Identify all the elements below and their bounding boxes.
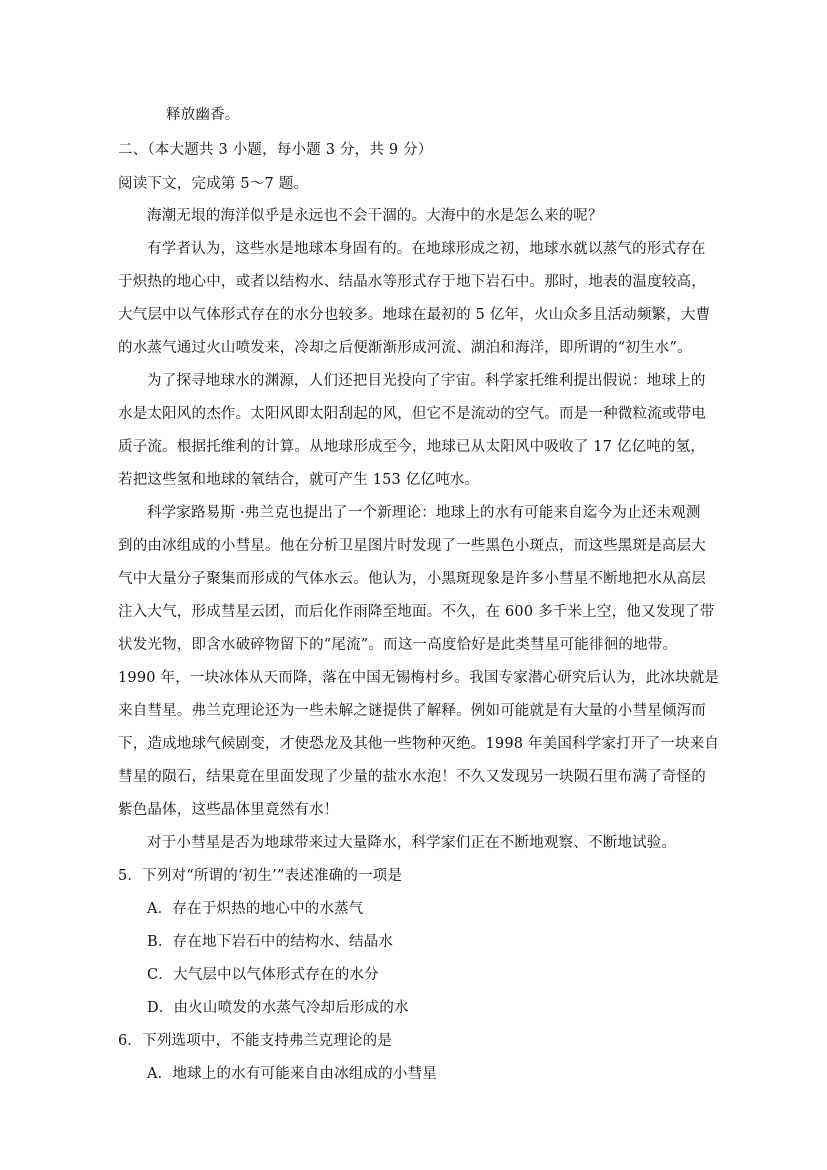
paragraph-4-line-4: 注入大气，形成彗星云团，而后化作雨降至地面。不久，在 600 多千米上空，他又发现了带	[118, 604, 715, 620]
paragraph-2-line-3: 大气层中以气体形式存在的水分也较多。地球在最初的 5 亿年，火山众多且活动频繁，大曹	[118, 307, 711, 323]
question-5-option-a: A．存在于炽热的地心中的水蒸气	[147, 901, 364, 917]
paragraph-4-line-7: 来自彗星。弗兰克理论还为一些未解之谜提供了解释。例如可能就是有大量的小彗星倾泻而	[118, 703, 706, 719]
question-5-option-b: B．存在地下岩石中的结构水、结晶水	[147, 934, 394, 950]
paragraph-3-line-4: 若把这些氢和地球的氧结合，就可产生 153 亿亿吨水。	[118, 472, 480, 488]
question-5-option-d: D．由火山喷发的水蒸气冷却后形成的水	[147, 1000, 409, 1016]
reading-instruction: 阅读下文，完成第 5～7 题。	[118, 176, 309, 192]
paragraph-4-line-2: 到的由冰组成的小彗星。他在分析卫星图片时发现了一些黑色小斑点，而这些黑斑是高层大	[118, 538, 706, 554]
paragraph-4-line-6: 1990 年，一块冰体从天而降，落在中国无锡梅村乡。我国专家潜心研究后认为，此冰块就是	[118, 670, 720, 686]
question-6-stem: 6．下列选项中，不能支持弗兰克理论的是	[118, 1033, 393, 1049]
section-heading: 二、（本大题共 3 小题，每小题 3 分，共 9 分）	[118, 142, 433, 158]
paragraph-3-line-1: 为了探寻地球水的渊源，人们还把目光投向了宇宙。科学家托维利提出假说：地球上的	[147, 373, 706, 389]
paragraph-3-line-2: 水是太阳风的杰作。太阳风即太阳刮起的风，但它不是流动的空气。而是一种微粒流或带电	[118, 406, 706, 422]
paragraph-4-line-3: 气中大量分子聚集而形成的气体水云。他认为，小黑斑现象是许多小彗星不断地把水从高层	[118, 571, 706, 587]
paragraph-2-line-2: 于炽热的地心中，或者以结构水、结晶水等形式存于地下岩石中。那时，地表的温度较高，	[118, 274, 706, 290]
paragraph-5-line-1: 对于小彗星是否为地球带来过大量降水，科学家们正在不断地观察、不断地试验。	[147, 835, 677, 851]
paragraph-2-line-1: 有学者认为，这些水是地球本身固有的。在地球形成之初，地球水就以蒸气的形式存在	[147, 241, 706, 257]
paragraph-4-line-1: 科学家路易斯 ·弗兰克也提出了一个新理论：地球上的水有可能来自迄今为止还未观测	[147, 505, 701, 521]
paragraph-4-line-9: 彗星的陨石，结果竟在里面发现了少量的盐水水泡！不久又发现另一块陨石里布满了奇怪的	[118, 769, 706, 785]
paragraph-1-line-1: 海潮无垠的海洋似乎是永远也不会干涸的。大海中的水是怎么来的呢？	[147, 208, 603, 224]
question-5-option-c: C．大气层中以气体形式存在的水分	[147, 967, 379, 983]
top-fragment: 释放幽香。	[166, 107, 240, 123]
question-6-option-a: A．地球上的水有可能来自由冰组成的小彗星	[147, 1066, 437, 1082]
question-5-stem: 5．下列对“所谓的‘初生’”表述准确的一项是	[118, 868, 403, 884]
paragraph-4-line-8: 下，造成地球气候剧变，才使恐龙及其他一些物种灭绝。1998 年美国科学家打开了一块来自	[118, 736, 720, 752]
paragraph-3-line-3: 质子流。根据托维利的计算。从地球形成至今，地球已从太阳风中吸收了 17 亿亿吨的氢，	[118, 439, 706, 455]
paragraph-4-line-10: 紫色晶体，这些晶体里竟然有水！	[118, 802, 339, 818]
paragraph-4-line-5: 状发光物，即含水破碎物留下的“尾流”。而这一高度恰好是此类彗星可能徘徊的地带。	[118, 637, 678, 653]
paragraph-2-line-4: 的水蒸气通过火山喷发来，冷却之后便渐渐形成河流、湖泊和海洋，即所谓的“初生水”。	[118, 340, 692, 356]
